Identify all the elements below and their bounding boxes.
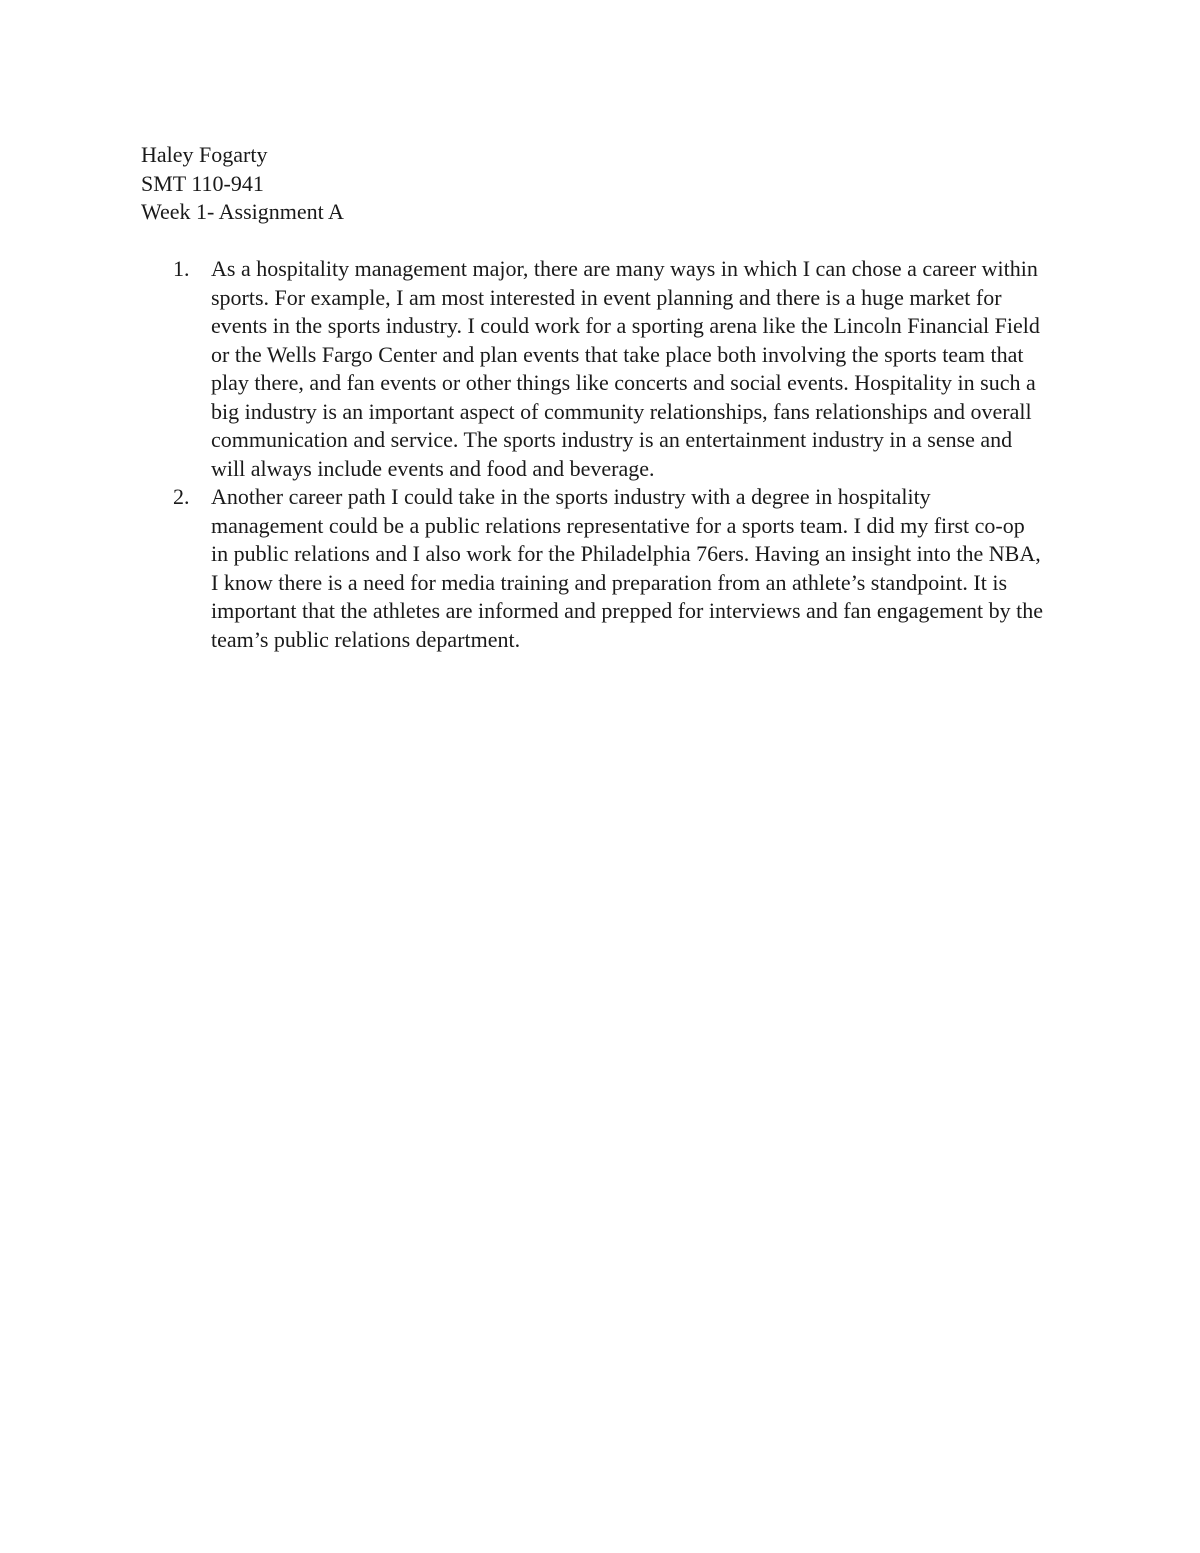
course-code: SMT 110-941 bbox=[141, 170, 264, 196]
list-item bbox=[141, 483, 1044, 654]
list-item bbox=[141, 255, 1041, 483]
list-item-text: Another career path I could take in the sports industry with a degree in hospitality management could be a public relations representative for a sports team. I did my first co-op in public relations and I also work for the Philadelphia 76ers. Having an insight into the NBA, I know there is a need for media training and preparation from an athlete’s standpoint. It is important that the athletes are informed and prepped for interviews and fan engagement by the team’s public relations department. bbox=[211, 484, 1044, 652]
author-name: Haley Fogarty bbox=[141, 142, 268, 167]
document-header bbox=[141, 141, 1041, 227]
list-item-text: As a hospitality management major, there are many ways in which I can chose a career within sports. For example, I am most interested in event planning and there is a huge market for events in the sports industry. I could work for a sporting arena like the Lincoln Financial Field or the Wells Fargo Center and plan events that take place both involving the sports team that play there, and fan events or other things like concerts and social events. Hospitality in such a big industry is an important aspect of community relationships, fans relationships and overall communication and service. The sports industry is an entertainment industry in a sense and will always include events and food and beverage. bbox=[211, 256, 1040, 481]
list-item-number: 2. bbox=[173, 484, 190, 509]
list-item-number: 1. bbox=[173, 256, 190, 281]
answer-list bbox=[141, 255, 1044, 654]
assignment-title: Week 1- Assignment A bbox=[141, 199, 344, 224]
